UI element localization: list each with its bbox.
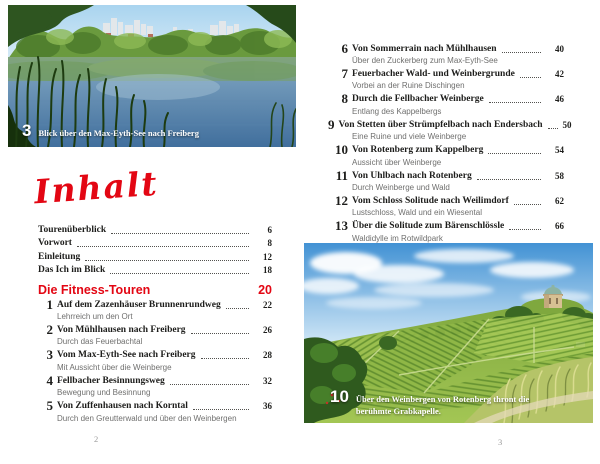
dotted-leader (191, 333, 249, 334)
tour-number: 12 (335, 192, 348, 208)
tour-number: 3 (46, 347, 53, 363)
front-matter-list (38, 223, 272, 276)
tour-page: 54 (555, 145, 564, 156)
lake-caption-text: Blick über den Max-Eyth-See nach Freiberg (38, 127, 199, 138)
toc-entry-page: 6 (267, 225, 272, 236)
tour-title: Von Rotenberg zum Kappelberg (352, 145, 484, 156)
tour-title: Feuerbacher Wald- und Weinbergrunde (352, 68, 515, 79)
tour-title: Über die Solitude zum Bärenschlössle (352, 221, 505, 232)
tour-subtitle: Entlang des Kappelbergs (352, 106, 442, 116)
section-page: 20 (258, 283, 272, 297)
contents-heading: Inhalt (32, 163, 160, 212)
toc-entry-label: Das Ich im Blick (38, 264, 106, 275)
tour-page: 42 (555, 68, 564, 79)
vineyard-caption-text: Über den Weinbergen von Rotenberg thront die berühmte Grabkapelle. (355, 394, 530, 416)
tour-page: 40 (555, 43, 564, 54)
tour-number: 5 (46, 398, 53, 414)
tour-title: Vom Schloss Solitude nach Weilimdorf (352, 195, 509, 206)
tour-list-right (328, 40, 572, 245)
dotted-leader (226, 308, 249, 309)
toc-entry-page: 12 (263, 251, 272, 262)
tour-page: 26 (263, 324, 272, 335)
tour-number: 1 (46, 296, 53, 312)
vineyard-photo (304, 243, 593, 423)
toc-entry (38, 249, 272, 262)
dotted-leader (520, 77, 541, 78)
dotted-leader (170, 384, 249, 385)
tour-page: 58 (555, 170, 564, 181)
tour-page: 62 (555, 195, 564, 206)
tour-entry (40, 323, 272, 346)
tour-subtitle: Mit Aussicht über die Weinberge (57, 362, 172, 372)
tour-title: Von Mühlhausen nach Freiberg (57, 324, 186, 335)
tour-number: 2 (46, 321, 53, 337)
tour-entry (328, 67, 564, 90)
tour-subtitle: Durch Weinberge und Wald (352, 183, 450, 193)
tour-entry (328, 93, 564, 116)
tour-page: 36 (263, 401, 272, 412)
tour-number: 6 (341, 40, 348, 56)
section-heading: Die Fitness-Touren (38, 283, 151, 297)
tour-subtitle: Durch das Feuerbachtal (57, 337, 143, 347)
tour-number: 4 (46, 372, 53, 388)
tour-page: 66 (555, 221, 564, 232)
tour-title: Von Stetten über Strümpfelbach nach Endersbach (338, 119, 543, 130)
tour-entry (328, 169, 564, 192)
toc-entry-label: Vorwort (38, 238, 72, 249)
lake-photo-caption (22, 122, 199, 139)
toc-entry (38, 263, 272, 276)
dotted-leader (488, 153, 541, 154)
tour-entry (328, 194, 564, 217)
tour-entry (40, 374, 272, 397)
dotted-leader (193, 409, 249, 410)
tour-number: 13 (335, 218, 348, 234)
tour-title: Von Zuffenhausen nach Korntal (57, 401, 188, 412)
toc-entry (38, 236, 272, 249)
tour-title: Durch die Fellbacher Weinberge (352, 94, 484, 105)
tour-title: Auf dem Zazenhäuser Brunnenrundweg (57, 299, 221, 310)
tour-number: 8 (341, 91, 348, 107)
tour-subtitle: Bewegung und Besinnung (57, 388, 151, 398)
tour-number: 9 (328, 116, 335, 132)
tour-subtitle: Waldidylle im Rotwildpark (352, 233, 443, 243)
tour-title: Fellbacher Besinnungsweg (57, 375, 165, 386)
tour-subtitle: Eine Ruine und viele Weinberge (352, 132, 467, 142)
toc-entry-label: Einleitung (38, 251, 81, 262)
dotted-leader (77, 246, 249, 247)
tour-page: 28 (263, 350, 272, 361)
dotted-leader (509, 229, 541, 230)
tour-entry (328, 42, 564, 65)
dotted-leader (85, 260, 249, 261)
right-page-number: 3 (498, 437, 503, 447)
tour-entry (328, 144, 564, 167)
tour-entry (328, 220, 564, 243)
toc-entry-page: 8 (267, 238, 272, 249)
toc-entry-page: 18 (263, 264, 272, 275)
tour-page: 22 (263, 299, 272, 310)
tour-page: 50 (562, 119, 572, 130)
toc-entry-label: Tourenüberblick (38, 225, 107, 236)
dotted-leader (201, 358, 249, 359)
dotted-leader (111, 233, 249, 234)
tour-title: Vom Max-Eyth-See nach Freiberg (57, 350, 196, 361)
tour-subtitle: Aussicht über Weinberge (352, 157, 442, 167)
section-heading-row (38, 283, 272, 297)
tour-subtitle: Durch den Greutterwald und über den Weinbergen (57, 413, 237, 423)
tour-subtitle: Über den Zuckerberg zum Max-Eyth-See (352, 56, 498, 66)
tour-title: Von Sommerrain nach Mühlhausen (352, 43, 497, 54)
tour-page: 32 (263, 375, 272, 386)
tour-entry (40, 400, 272, 423)
toc-entry (38, 223, 272, 236)
dotted-leader (477, 179, 541, 180)
tour-page: 46 (555, 94, 564, 105)
vineyard-caption-number: 10 (330, 387, 349, 407)
dotted-leader (514, 204, 541, 205)
tour-subtitle: Lustschloss, Wald und ein Wiesental (352, 208, 482, 218)
tour-subtitle: Vorbei an der Ruine Dischingen (352, 81, 465, 91)
dotted-leader (502, 52, 541, 53)
tour-number: 11 (335, 167, 348, 183)
dotted-leader (489, 102, 541, 103)
tour-entry (328, 116, 572, 142)
tour-number: 10 (335, 142, 348, 158)
lake-caption-number: 3 (22, 120, 32, 140)
tour-subtitle: Lehrreich um den Ort (57, 312, 133, 322)
vineyard-photo-caption (330, 388, 552, 417)
left-page-number: 2 (94, 434, 99, 444)
tour-entry (40, 298, 272, 321)
tour-number: 7 (341, 65, 348, 81)
tour-title: Von Uhlbach nach Rotenberg (352, 170, 472, 181)
lake-photo (8, 5, 296, 147)
dotted-leader (110, 273, 249, 274)
tour-list-left (40, 298, 272, 425)
tour-entry (40, 349, 272, 372)
dotted-leader (548, 128, 558, 129)
